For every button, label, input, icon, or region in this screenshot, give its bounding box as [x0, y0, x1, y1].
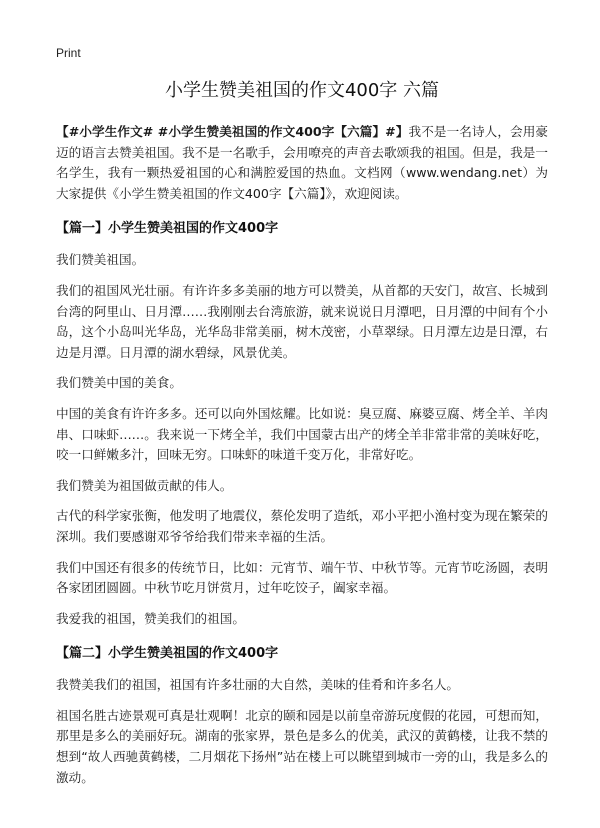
section1-paragraph: 我们赞美中国的美食。 — [56, 375, 182, 391]
section2-paragraph: 祖国名胜古迹景观可真是壮观啊！北京的颐和园是以前皇帝游玩度假的花园，可想而知，那里是多么的美丽好玩。湖南的张家界，景色是多么的优美，武汉的黄鹤楼，让我不禁的想到“故人西驰黄鹤楼，二月烟花下扬州”站在楼上可以眺望到城市一旁的山，我是多么的激动。 — [56, 707, 548, 785]
section-heading-2: 【篇二】小学生赞美祖国的作文400字 — [56, 646, 279, 662]
section1-paragraph: 我们的祖国风光壮丽。有许许多多美丽的地方可以赞美，从首都的天安门，故宫、长城到台湾的阿里山、日月潭……我刚刚去台湾旅游，就来说说日月潭吧，日月潭的中间有个小岛，这个小岛叫光华岛，光华岛非常美丽，树木茂密，小草翠绿。日月潭左边是日潭，右边是月潭。日月潭的湖水碧绿，风景优美。 — [56, 282, 548, 360]
section1-paragraph: 中国的美食有许许多多。还可以向外国炫耀。比如说：臭豆腐、麻婆豆腐、烤全羊、羊肉串、口味虾……。我来说一下烤全羊，我们中国蒙古出产的烤全羊非常非常的美味好吃，咬一口鲜嫩多汁，回味无穷。口味虾的味道千变万化，非常好吃。 — [56, 405, 548, 463]
print-link[interactable]: Print — [56, 46, 81, 60]
section-heading-1: 【篇一】小学生赞美祖国的作文400字 — [56, 221, 279, 237]
section1-paragraph: 我们中国还有很多的传统节日，比如：元宵节、端午节、中秋节等。元宵节吃汤圆，表明各家团团圆圆。中秋节吃月饼赏月，过年吃饺子，阖家幸福。 — [56, 559, 548, 596]
section2-paragraph: 我赞美我们的祖国，祖国有许多壮丽的大自然，美味的佳肴和许多名人。 — [56, 677, 459, 693]
section1-paragraph: 古代的科学家张衡，他发明了地震仪，蔡伦发明了造纸，邓小平把小渔村变为现在繁荣的深圳。我们要感谢邓爷爷给我们带来幸福的生活。 — [56, 508, 548, 544]
page-title: 小学生赞美祖国的作文400字 六篇 — [164, 80, 440, 101]
section1-paragraph: 我们赞美祖国。 — [56, 252, 145, 268]
intro-paragraph — [56, 122, 548, 204]
section1-paragraph: 我爱我的祖国，赞美我们的祖国。 — [56, 610, 245, 626]
intro-tag-label: 【#小学生作文# #小学生赞美祖国的作文400字【六篇】#】 — [56, 124, 409, 139]
intro-text: 我不是一名诗人，会用豪迈的语言去赞美祖国。我不是一名歌手，会用嘹亮的声音去歌颂我的祖国。但是，我是一名学生，我有一颗热爱祖国的心和满腔爱国的热血。文档网（www.wendang.net）为大家提供《小学生赞美祖国的作文400字【六篇】》，欢迎阅读。 — [56, 124, 548, 201]
section1-paragraph: 我们赞美为祖国做贡献的伟人。 — [56, 477, 233, 493]
